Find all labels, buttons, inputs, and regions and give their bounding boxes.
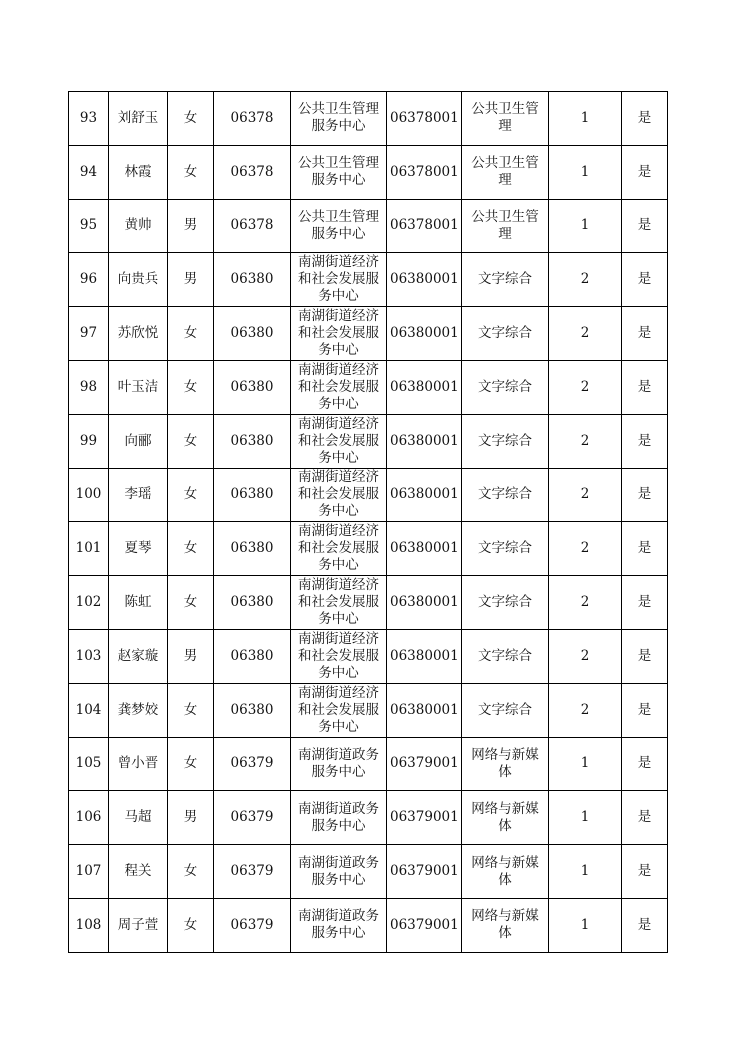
table-row [69, 522, 668, 576]
cell-post-code: 06378001 [387, 92, 462, 146]
table-row [69, 414, 668, 468]
cell-post-code: 06380001 [387, 683, 462, 737]
cell-quota: 1 [549, 898, 622, 952]
cell-result: 是 [622, 253, 668, 307]
cell-quota: 2 [549, 522, 622, 576]
cell-name: 向郦 [109, 414, 168, 468]
cell-unit-code: 06380 [214, 522, 291, 576]
cell-unit: 南湖街道经济和社会发展服务中心 [291, 360, 387, 414]
cell-post: 文字综合 [462, 414, 549, 468]
cell-unit-code: 06380 [214, 360, 291, 414]
cell-gender: 女 [168, 414, 214, 468]
cell-gender: 女 [168, 683, 214, 737]
results-table [68, 91, 668, 953]
cell-post: 网络与新媒体 [462, 845, 549, 899]
cell-post-code: 06380001 [387, 414, 462, 468]
cell-unit-code: 06380 [214, 414, 291, 468]
cell-result: 是 [622, 468, 668, 522]
table-row [69, 253, 668, 307]
cell-post: 文字综合 [462, 468, 549, 522]
table-row [69, 468, 668, 522]
table-row [69, 360, 668, 414]
cell-gender: 女 [168, 92, 214, 146]
cell-unit: 南湖街道政务服务中心 [291, 737, 387, 791]
cell-name: 程关 [109, 845, 168, 899]
cell-result: 是 [622, 629, 668, 683]
table-row [69, 576, 668, 630]
cell-post-code: 06380001 [387, 576, 462, 630]
cell-post: 公共卫生管理 [462, 199, 549, 253]
cell-number: 99 [69, 414, 109, 468]
cell-unit: 南湖街道经济和社会发展服务中心 [291, 253, 387, 307]
cell-name: 曾小晋 [109, 737, 168, 791]
cell-number: 97 [69, 307, 109, 361]
cell-number: 100 [69, 468, 109, 522]
cell-post: 网络与新媒体 [462, 737, 549, 791]
cell-name: 林霞 [109, 145, 168, 199]
cell-quota: 2 [549, 414, 622, 468]
cell-number: 94 [69, 145, 109, 199]
cell-number: 106 [69, 791, 109, 845]
cell-post: 文字综合 [462, 253, 549, 307]
cell-unit-code: 06379 [214, 898, 291, 952]
cell-post-code: 06379001 [387, 845, 462, 899]
cell-unit: 南湖街道政务服务中心 [291, 845, 387, 899]
cell-result: 是 [622, 199, 668, 253]
cell-gender: 男 [168, 199, 214, 253]
table-row [69, 683, 668, 737]
cell-quota: 1 [549, 791, 622, 845]
cell-quota: 1 [549, 737, 622, 791]
cell-post: 公共卫生管理 [462, 92, 549, 146]
cell-number: 102 [69, 576, 109, 630]
cell-gender: 女 [168, 145, 214, 199]
cell-result: 是 [622, 737, 668, 791]
cell-name: 夏琴 [109, 522, 168, 576]
cell-post: 网络与新媒体 [462, 791, 549, 845]
cell-result: 是 [622, 898, 668, 952]
cell-name: 陈虹 [109, 576, 168, 630]
table-row [69, 145, 668, 199]
cell-number: 104 [69, 683, 109, 737]
cell-name: 刘舒玉 [109, 92, 168, 146]
cell-number: 95 [69, 199, 109, 253]
cell-unit: 南湖街道经济和社会发展服务中心 [291, 683, 387, 737]
cell-unit-code: 06380 [214, 629, 291, 683]
cell-quota: 2 [549, 307, 622, 361]
cell-unit-code: 06378 [214, 145, 291, 199]
cell-result: 是 [622, 522, 668, 576]
cell-quota: 1 [549, 92, 622, 146]
cell-unit: 南湖街道经济和社会发展服务中心 [291, 414, 387, 468]
table-row [69, 898, 668, 952]
cell-name: 黄帅 [109, 199, 168, 253]
cell-number: 96 [69, 253, 109, 307]
cell-name: 李瑶 [109, 468, 168, 522]
cell-gender: 男 [168, 629, 214, 683]
cell-number: 101 [69, 522, 109, 576]
cell-result: 是 [622, 414, 668, 468]
cell-unit-code: 06378 [214, 92, 291, 146]
cell-number: 105 [69, 737, 109, 791]
cell-name: 马超 [109, 791, 168, 845]
cell-unit: 南湖街道政务服务中心 [291, 898, 387, 952]
table-row [69, 307, 668, 361]
cell-number: 98 [69, 360, 109, 414]
cell-post-code: 06380001 [387, 307, 462, 361]
cell-name: 周子萱 [109, 898, 168, 952]
table-row [69, 737, 668, 791]
cell-post: 公共卫生管理 [462, 145, 549, 199]
cell-post-code: 06380001 [387, 522, 462, 576]
cell-unit: 南湖街道政务服务中心 [291, 791, 387, 845]
cell-post-code: 06379001 [387, 737, 462, 791]
cell-name: 苏欣悦 [109, 307, 168, 361]
cell-post-code: 06380001 [387, 360, 462, 414]
cell-result: 是 [622, 791, 668, 845]
cell-number: 108 [69, 898, 109, 952]
cell-post-code: 06380001 [387, 253, 462, 307]
cell-unit-code: 06380 [214, 253, 291, 307]
cell-quota: 2 [549, 576, 622, 630]
cell-gender: 女 [168, 737, 214, 791]
cell-unit-code: 06378 [214, 199, 291, 253]
cell-quota: 2 [549, 468, 622, 522]
cell-post: 文字综合 [462, 522, 549, 576]
cell-unit: 南湖街道经济和社会发展服务中心 [291, 522, 387, 576]
cell-post: 文字综合 [462, 307, 549, 361]
cell-quota: 2 [549, 360, 622, 414]
cell-number: 107 [69, 845, 109, 899]
cell-result: 是 [622, 845, 668, 899]
cell-result: 是 [622, 307, 668, 361]
cell-gender: 女 [168, 576, 214, 630]
cell-post-code: 06380001 [387, 629, 462, 683]
cell-name: 龚梦姣 [109, 683, 168, 737]
cell-result: 是 [622, 92, 668, 146]
cell-unit-code: 06379 [214, 845, 291, 899]
cell-name: 叶玉洁 [109, 360, 168, 414]
cell-unit-code: 06379 [214, 737, 291, 791]
cell-unit: 公共卫生管理服务中心 [291, 92, 387, 146]
cell-unit-code: 06380 [214, 307, 291, 361]
cell-post: 文字综合 [462, 629, 549, 683]
cell-post: 文字综合 [462, 683, 549, 737]
cell-post-code: 06379001 [387, 898, 462, 952]
cell-unit-code: 06380 [214, 576, 291, 630]
cell-gender: 女 [168, 845, 214, 899]
cell-gender: 女 [168, 468, 214, 522]
cell-result: 是 [622, 145, 668, 199]
cell-unit-code: 06380 [214, 683, 291, 737]
table-body [69, 92, 668, 953]
cell-result: 是 [622, 576, 668, 630]
cell-unit-code: 06380 [214, 468, 291, 522]
cell-unit: 南湖街道经济和社会发展服务中心 [291, 468, 387, 522]
cell-gender: 女 [168, 898, 214, 952]
cell-quota: 1 [549, 199, 622, 253]
cell-quota: 1 [549, 845, 622, 899]
cell-quota: 2 [549, 683, 622, 737]
cell-number: 93 [69, 92, 109, 146]
cell-unit: 公共卫生管理服务中心 [291, 145, 387, 199]
cell-quota: 2 [549, 629, 622, 683]
cell-gender: 女 [168, 522, 214, 576]
cell-gender: 女 [168, 307, 214, 361]
cell-name: 赵家璇 [109, 629, 168, 683]
cell-result: 是 [622, 683, 668, 737]
cell-result: 是 [622, 360, 668, 414]
cell-quota: 2 [549, 253, 622, 307]
cell-gender: 女 [168, 360, 214, 414]
cell-post-code: 06380001 [387, 468, 462, 522]
cell-post: 文字综合 [462, 576, 549, 630]
cell-unit-code: 06379 [214, 791, 291, 845]
cell-post-code: 06379001 [387, 791, 462, 845]
cell-unit: 南湖街道经济和社会发展服务中心 [291, 576, 387, 630]
cell-post: 文字综合 [462, 360, 549, 414]
cell-post-code: 06378001 [387, 145, 462, 199]
cell-gender: 男 [168, 253, 214, 307]
cell-unit: 南湖街道经济和社会发展服务中心 [291, 307, 387, 361]
cell-quota: 1 [549, 145, 622, 199]
table-row [69, 199, 668, 253]
cell-post-code: 06378001 [387, 199, 462, 253]
cell-name: 向贵兵 [109, 253, 168, 307]
table-row [69, 92, 668, 146]
table-row [69, 845, 668, 899]
table-row [69, 791, 668, 845]
cell-gender: 男 [168, 791, 214, 845]
cell-post: 网络与新媒体 [462, 898, 549, 952]
cell-number: 103 [69, 629, 109, 683]
cell-unit: 公共卫生管理服务中心 [291, 199, 387, 253]
cell-unit: 南湖街道经济和社会发展服务中心 [291, 629, 387, 683]
table-row [69, 629, 668, 683]
